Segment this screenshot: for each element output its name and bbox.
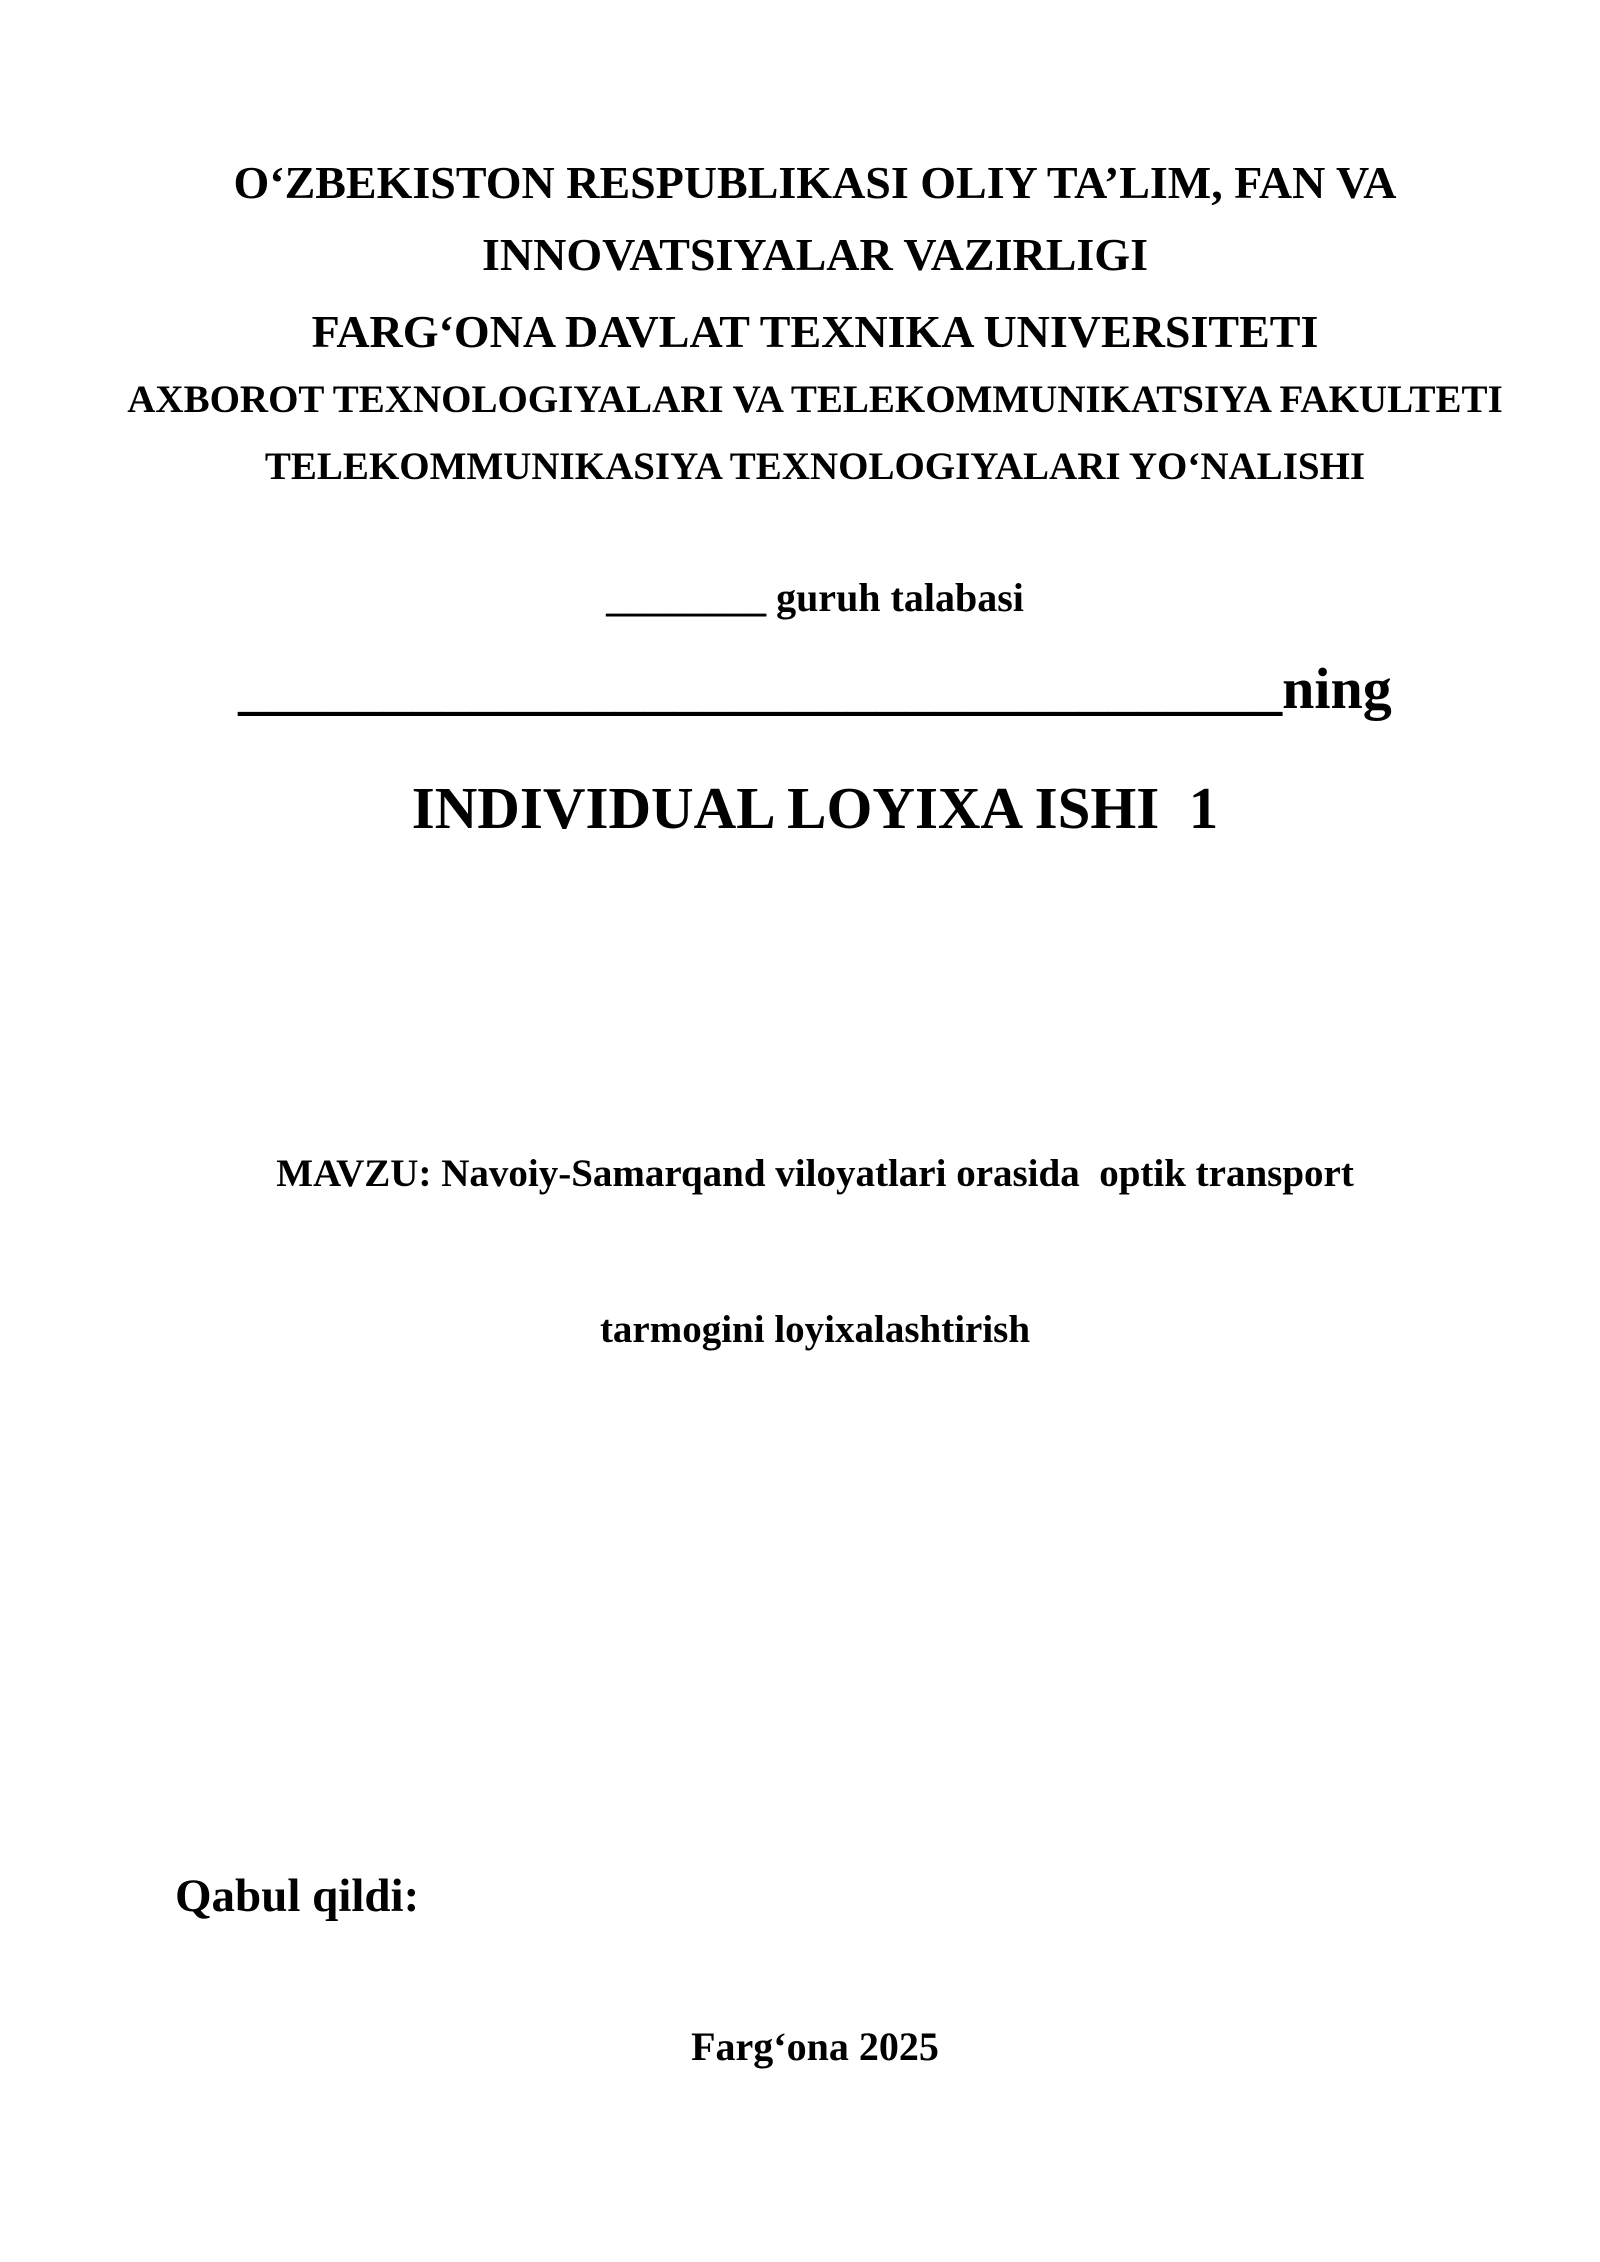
header-ministry-line-2: INNOVATSIYALAR VAZIRLIGI: [482, 229, 1148, 280]
topic-text: [30, 1044, 1600, 1460]
student-name-suffix: ning: [1282, 656, 1392, 721]
student-name-blank: ____________________________________: [238, 656, 1283, 721]
topic-line-1: MAVZU: Navoiy-Samarqand viloyatlari orasida optik transport: [276, 1152, 1354, 1195]
header-ministry-line-1: O‘ZBEKISTON RESPUBLIKASI OLIY TA’LIM, FAN VA: [233, 157, 1397, 208]
group-blank-line: ________ guruh talabasi: [606, 575, 1024, 620]
accepted-by-label: Qabul qildi:: [175, 1870, 420, 1922]
header-faculty-line: AXBOROT TEXNOLOGIYALARI VA TELEKOMMUNIKATSIYA FAKULTETI: [127, 378, 1503, 421]
header-university-line: FARG‘ONA DAVLAT TEXNIKA UNIVERSITETI: [311, 306, 1319, 357]
student-name-line: [30, 656, 1600, 721]
topic-line-2: tarmogini loyixalashtirish: [599, 1308, 1031, 1351]
document-title: INDIVIDUAL LOYIXA ISHI 1: [411, 775, 1219, 841]
city-year-label: Farg‘ona 2025: [691, 2024, 939, 2069]
header-department-line: TELEKOMMUNIKASIYA TEXNOLOGIYALARI YO‘NALISHI: [264, 445, 1366, 488]
